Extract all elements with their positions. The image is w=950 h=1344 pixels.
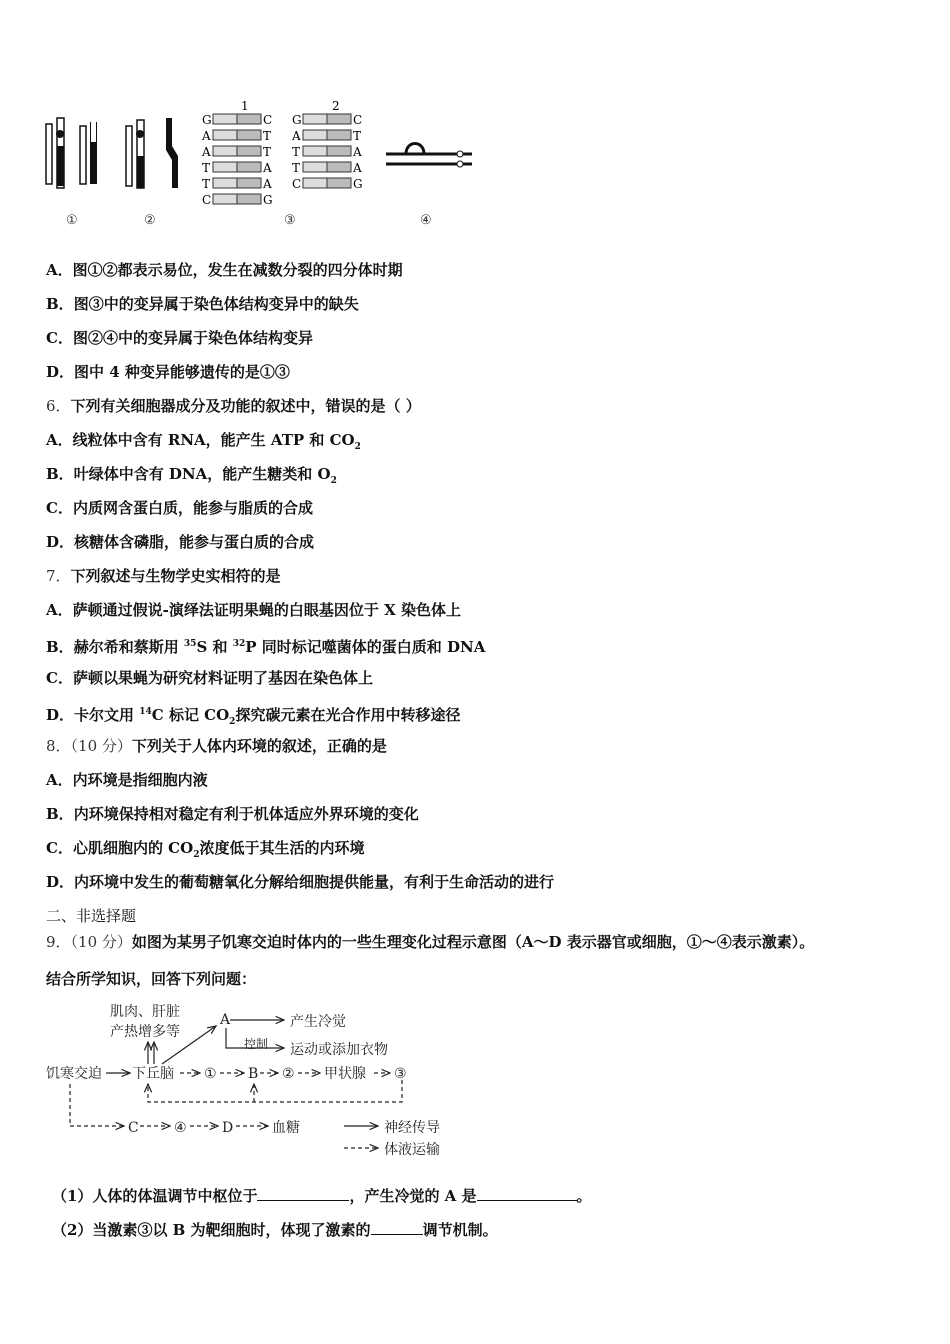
q8-option-b[interactable]	[46, 804, 419, 824]
q6-option-b[interactable]	[46, 464, 337, 491]
q7-option-c[interactable]	[46, 668, 373, 688]
q8-option-c[interactable]	[46, 838, 364, 865]
option-letter: A．	[46, 261, 73, 279]
option-text: 核糖体含磷脂，能参与蛋白质的合成	[74, 533, 315, 551]
q9-stem-continued: 结合所学知识，回答下列问题：	[46, 970, 257, 988]
option-text: 图中 4 种变异能够遗传的是①③	[74, 363, 290, 381]
option-text: P 同时标记噬菌体的蛋白质和 DNA	[245, 638, 486, 656]
superscript: 32	[232, 639, 246, 649]
base-block-left	[213, 162, 237, 172]
strand2-base-pair	[292, 145, 362, 159]
base-block-right	[327, 146, 351, 156]
option-text: 卡尔文用	[74, 706, 140, 724]
exercise-label: 运动或添加衣物	[290, 1042, 388, 1058]
q7-option-b[interactable]	[46, 634, 485, 657]
node-a: A	[220, 1012, 231, 1028]
base-block-left	[213, 130, 237, 140]
q8-stem	[46, 736, 387, 756]
strand2-base-pair	[292, 177, 363, 191]
option-text: 图①②都表示易位，发生在减数分裂的四分体时期	[72, 261, 403, 279]
strand1-base-pair	[201, 129, 271, 143]
option-letter: D．	[46, 706, 75, 724]
figure-3-dna-strands	[201, 99, 363, 207]
question-stem: 下列有关细胞器成分及功能的叙述中，错误的是（ ）	[70, 397, 421, 415]
subquestion-text: （2）当激素③以 B 为靶细胞时，体现了激素的	[52, 1221, 371, 1239]
base-block-left	[213, 178, 237, 188]
heat-increase-label: 产热增多等	[110, 1024, 180, 1040]
q6-stem	[46, 396, 421, 416]
base-letter-right: T	[353, 129, 362, 143]
blood-sugar-label: 血糖	[272, 1120, 300, 1136]
subscript: 2	[193, 850, 200, 860]
question-number: 6．	[46, 397, 71, 415]
strand1-base-pair	[202, 193, 273, 207]
start-label: 饥寒交迫	[46, 1066, 102, 1082]
base-letter-right: G	[263, 193, 273, 207]
base-block-right	[327, 162, 351, 172]
cold-sense-label: 产生冷觉	[290, 1014, 346, 1030]
subscript: 2	[229, 717, 236, 727]
subquestion-text: 。	[576, 1187, 592, 1205]
option-text: 赫尔希和蔡斯用	[73, 638, 184, 656]
q8-option-d[interactable]	[46, 872, 554, 892]
chromosome-variation-figure	[40, 96, 480, 232]
hormone-4: ④	[174, 1120, 187, 1136]
option-letter: B．	[46, 638, 74, 656]
question-score: （10 分）	[70, 737, 132, 755]
option-letter: A．	[46, 431, 73, 449]
control-label: 控制	[244, 1037, 269, 1051]
question-stem: 下列关于人体内环境的叙述，正确的是	[131, 737, 387, 755]
option-text: C 标记 CO	[151, 706, 230, 724]
option-text: 内质网含蛋白质，能参与脂质的合成	[72, 499, 313, 517]
option-text: 图③中的变异属于染色体结构变异中的缺失	[73, 295, 359, 313]
base-letter-right: A	[263, 161, 272, 175]
base-block-left	[303, 146, 327, 156]
base-block-left	[213, 114, 237, 124]
muscle-liver-label: 肌肉、肝脏	[110, 1004, 180, 1020]
base-block-left	[303, 162, 327, 172]
base-letter-left: A	[202, 145, 211, 159]
hormone-3: ③	[394, 1066, 407, 1082]
base-block-left	[303, 178, 327, 188]
q7-option-d[interactable]	[46, 702, 460, 732]
question-number: 9．	[46, 933, 71, 951]
base-letter-right: T	[263, 129, 272, 143]
question-number: 8．	[46, 737, 71, 755]
question-number: 7．	[46, 567, 71, 585]
base-letter-left: A	[202, 129, 211, 143]
strand2-base-pair	[292, 161, 362, 175]
option-letter: C．	[46, 499, 73, 517]
figure-4-loop-chromosome	[386, 144, 472, 168]
question-score: （10 分）	[70, 933, 132, 951]
option-text: 内环境中发生的葡萄糖氧化分解给细胞提供能量，有利于生命活动的进行	[74, 873, 555, 891]
answer-blank-2[interactable]	[477, 1186, 577, 1201]
superscript: 35	[183, 639, 197, 649]
option-text: 内环境保持相对稳定有利于机体适应外界环境的变化	[73, 805, 419, 823]
q6-option-a[interactable]	[46, 430, 361, 457]
answer-blank-3[interactable]	[371, 1220, 423, 1235]
hormone-1: ①	[204, 1066, 217, 1082]
node-c: C	[128, 1120, 139, 1136]
option-letter: C．	[46, 839, 73, 857]
legend-nerve-label: 神经传导	[384, 1120, 440, 1136]
base-letter-left: T	[202, 177, 211, 191]
option-letter: D．	[46, 363, 75, 381]
strand2-base-pair	[292, 113, 362, 127]
option-text: 萨顿以果蝇为研究材料证明了基因在染色体上	[72, 669, 373, 687]
subquestion-text: ，产生冷觉的 A 是	[349, 1187, 477, 1205]
option-text: 图②④中的变异属于染色体结构变异	[72, 329, 313, 347]
figure-label-2: ②	[144, 213, 156, 228]
question-stem: 如图为某男子饥寒交迫时体内的一些生理变化过程示意图（A～D 表示器官或细胞，①～④表示激素）。	[131, 933, 815, 951]
base-block-left	[303, 114, 327, 124]
q6-option-c[interactable]	[46, 498, 313, 518]
option-letter: C．	[46, 669, 73, 687]
base-block-right	[237, 162, 261, 172]
column-number-1: 1	[241, 99, 249, 113]
base-block-right	[237, 194, 261, 204]
base-letter-right: C	[263, 113, 273, 127]
base-letter-right: C	[353, 113, 363, 127]
strand2-base-pair	[291, 129, 361, 143]
q5-option-a[interactable]	[46, 260, 403, 280]
strand1-base-pair	[202, 161, 272, 175]
option-text: 叶绿体中含有 DNA，能产生糖类和 O	[73, 465, 331, 483]
option-letter: B．	[46, 295, 74, 313]
base-block-right	[237, 146, 261, 156]
figure-2-chromosomes	[126, 118, 178, 188]
q8-option-a[interactable]	[46, 770, 208, 790]
q7-stem	[46, 566, 281, 586]
q7-option-a[interactable]	[46, 600, 461, 620]
q9-stem	[46, 932, 814, 952]
legend-fluid-label: 体液运输	[384, 1142, 440, 1158]
q5-option-b[interactable]	[46, 294, 359, 314]
section-heading: 二、非选择题	[46, 907, 137, 925]
option-letter: B．	[46, 805, 74, 823]
option-text: 探究碳元素在光合作用中转移途径	[235, 706, 461, 724]
base-letter-right: A	[353, 161, 362, 175]
figure-label-1: ①	[66, 213, 78, 228]
base-block-right	[237, 114, 261, 124]
subquestion-text: （1）人体的体温调节中枢位于	[52, 1187, 258, 1205]
base-block-left	[213, 146, 237, 156]
base-letter-left: C	[292, 177, 302, 191]
option-letter: C．	[46, 329, 73, 347]
node-b: B	[248, 1066, 259, 1082]
option-letter: B．	[46, 465, 74, 483]
subscript: 2	[330, 476, 337, 486]
strand1-base-pair	[202, 113, 272, 127]
strand1-base-pair	[201, 145, 271, 159]
base-block-left	[213, 194, 237, 204]
subscript: 2	[354, 442, 361, 452]
answer-blank-1[interactable]	[257, 1186, 349, 1201]
option-letter: D．	[46, 873, 75, 891]
base-letter-left: A	[292, 129, 301, 143]
q5-option-c[interactable]	[46, 328, 313, 348]
base-block-right	[237, 178, 261, 188]
base-letter-left: G	[202, 113, 212, 127]
base-letter-left: T	[202, 161, 211, 175]
hormone-2: ②	[282, 1066, 295, 1082]
q9-subquestion-2	[52, 1220, 498, 1240]
q9-subquestion-1	[52, 1186, 592, 1206]
base-letter-left: C	[202, 193, 212, 207]
base-letter-left: G	[292, 113, 302, 127]
base-block-right	[237, 130, 261, 140]
node-d: D	[222, 1120, 234, 1136]
q5-option-d[interactable]	[46, 362, 290, 382]
column-number-2: 2	[332, 99, 340, 113]
figure-label-3: ③	[284, 213, 296, 228]
base-block-left	[303, 130, 327, 140]
physiology-process-figure	[44, 998, 454, 1160]
superscript: 14	[139, 707, 152, 717]
thyroid-label: 甲状腺	[324, 1066, 366, 1082]
figure-label-4: ④	[420, 213, 432, 228]
base-letter-right: G	[353, 177, 363, 191]
hypothalamus-label: 下丘脑	[132, 1066, 174, 1082]
strand1-base-pair	[202, 177, 272, 191]
question-stem: 下列叙述与生物学史实相符的是	[70, 567, 281, 585]
base-letter-right: A	[263, 177, 272, 191]
option-letter: A．	[46, 771, 73, 789]
option-letter: A．	[46, 601, 73, 619]
base-letter-left: T	[292, 161, 301, 175]
option-text: S 和	[196, 638, 233, 656]
base-letter-right: A	[353, 145, 362, 159]
option-text: 心肌细胞内的 CO	[72, 839, 194, 857]
q6-option-d[interactable]	[46, 532, 314, 552]
base-block-right	[327, 130, 351, 140]
base-letter-left: T	[292, 145, 301, 159]
base-letter-right: T	[263, 145, 272, 159]
option-text: 萨顿通过假说-演绎法证明果蝇的白眼基因位于 X 染色体上	[72, 601, 461, 619]
figure-1-chromosomes	[46, 118, 97, 188]
option-text: 浓度低于其生活的内环境	[199, 839, 365, 857]
option-text: 线粒体中含有 RNA，能产生 ATP 和 CO	[72, 431, 355, 449]
option-text: 内环境是指细胞内液	[72, 771, 208, 789]
base-block-right	[327, 114, 351, 124]
base-block-right	[327, 178, 351, 188]
option-letter: D．	[46, 533, 75, 551]
subquestion-text: 调节机制。	[422, 1221, 498, 1239]
